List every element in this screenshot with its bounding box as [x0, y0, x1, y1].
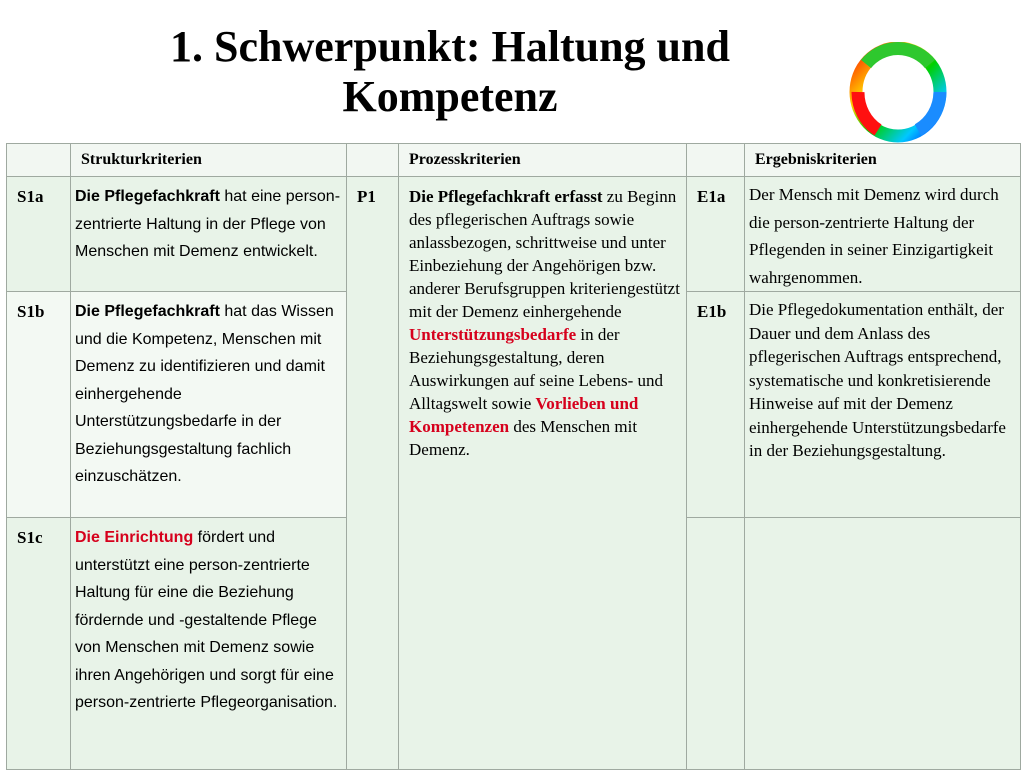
text-p1: Die Pflegefachkraft erfasst zu Beginn des pflegerischen Auftrags sowie anlassbezogen, schrittweise und unter Einbeziehung der Angehörigen bzw. anderer Berufsgruppen kriteriengestützt mit der Demenz einhergehende Unterstützungsbedarfe in der Beziehungsgestaltung, deren Auswirkungen auf seine Lebens- und Alltagswelt sowie Vorlieben und Kompetenzen des Menschen mit Demenz. [399, 177, 687, 770]
header-empty-cell [7, 144, 71, 177]
code-e1b: E1b [687, 292, 745, 518]
color-ring-logo-icon [848, 42, 952, 146]
title-line-1: 1. Schwerpunkt: Haltung und [170, 22, 730, 71]
text-e1a: Der Mensch mit Demenz wird durch die person-zentrierte Haltung der Pflegenden in seiner Einzigartigkeit wahrgenommen. [745, 177, 1021, 292]
code-e1a: E1a [687, 177, 745, 292]
code-s1c: S1c [7, 518, 71, 770]
header-empty-cell [687, 144, 745, 177]
code-p1: P1 [347, 177, 399, 770]
page-title [60, 22, 840, 122]
criteria-table [6, 143, 1021, 770]
table-header-row [7, 144, 1021, 177]
empty-cell [687, 518, 745, 770]
text-e1b: Die Pflegedokumentation enthält, der Dauer und dem Anlass des pflegerischen Auftrags entsprechend, systematische und konkretisierende Hinweise auf mit der Demenz einhergehende Unterstützungsbedarfe in der Beziehungsgestaltung. [745, 292, 1021, 518]
text-s1b: Die Pflegefachkraft hat das Wissen und die Kompetenz, Menschen mit Demenz zu identifizieren und damit einhergehende Unterstützungsbedarfe in der Beziehungsgestaltung fachlich einzuschätzen. [71, 292, 347, 518]
text-s1a: Die Pflegefachkraft hat eine person-zentrierte Haltung in der Pflege von Menschen mit Demenz entwickelt. [71, 177, 347, 292]
header-ergebnis: Ergebniskriterien [745, 144, 1021, 177]
header-prozess: Prozesskriterien [399, 144, 687, 177]
header-struktur: Strukturkriterien [71, 144, 347, 177]
header-empty-cell [347, 144, 399, 177]
code-s1b: S1b [7, 292, 71, 518]
code-s1a: S1a [7, 177, 71, 292]
table-row [7, 177, 1021, 292]
empty-cell [745, 518, 1021, 770]
text-s1c: Die Einrichtung fördert und unterstützt eine person-zentrierte Haltung für eine die Beziehung fördernde und -gestaltende Pflege von Menschen mit Demenz sowie ihren Angehörigen und sorgt für eine person-zentrierte Pflegeorganisation. [71, 518, 347, 770]
title-line-2: Kompetenz [342, 72, 558, 121]
